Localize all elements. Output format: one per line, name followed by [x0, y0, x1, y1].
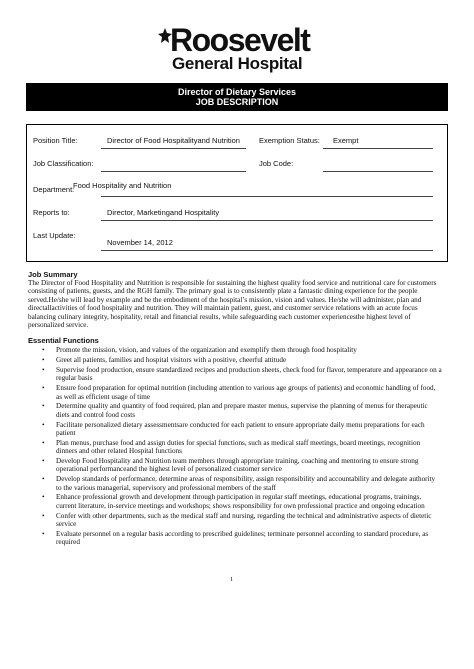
exemption-status-value: Exempt	[333, 136, 359, 145]
department-line	[101, 196, 433, 197]
job-summary-text: The Director of Food Hospitality and Nutrition is responsible for sustaining the highest quality food service and nutritional care for customers consisting of patients, guests, and the RGH family. The primary goal is to consistently plate a fantastic dining experience for the people served.He/she will lead by example and be the embodiment of the hospital’s mission, vision and values. He/she will administer, plan and directallactivities of food hospitality and nutrition. They will maintain patient, guest, and customer service relations with an acute focus balancing culinary integrity, hospitality, retail and financial results, while safeguarding each customer experiencesthe highest level of personalized service.	[28, 279, 437, 330]
department-label: Department:	[33, 185, 75, 194]
essential-functions-heading: Essential Functions	[28, 336, 99, 346]
list-item: • Supervise food production, ensure standardized recipes and production sheets, check food for flavor, temperature and appearance on a regular basis	[56, 366, 442, 383]
list-item: • Ensure food preparation for optimal nutrition (including attention to various age groups of patients) and economic handling of food, as well as efficient usage of time	[56, 384, 442, 401]
reports-to-line	[101, 220, 433, 221]
last-update-value: November 14, 2012	[107, 238, 173, 247]
page-number: 1	[230, 576, 234, 583]
list-item: • Develop standards of performance, determine areas of responsibility, assign responsibility and accountability and delegate authority to the various managerial, supervisory and professional members of the staff	[56, 475, 442, 492]
list-item: • Greet all patients, families and hospital visitors with a positive, cheerful attitude	[56, 356, 442, 364]
document-title: Director of Dietary Services	[177, 87, 297, 97]
exemption-status-label: Exemption Status:	[259, 136, 320, 145]
exemption-status-line	[323, 148, 433, 149]
last-update-label: Last Update:	[33, 231, 76, 240]
document-body	[28, 270, 442, 548]
hospital-logo	[158, 24, 323, 76]
list-item: • Plan menus, purchase food and assign duties for special functions, such as medical staff meetings, board meetings, recognition dinners and other related Hospital functions	[56, 439, 442, 456]
position-title-line	[101, 148, 246, 149]
logo-name: Roosevelt	[170, 22, 310, 58]
list-item: • Determine quality and quantity of food required, plan and prepare master menus, supervise the planning of menus for therapeutic diets and control food costs	[56, 402, 442, 419]
reports-to-value: Director, Marketingand Hospitality	[107, 208, 220, 217]
job-code-label: Job Code:	[259, 159, 294, 168]
list-item: • Evaluate personnel on a regular basis according to prescribed guidelines; terminate personnel according to standard procedure, as required	[56, 530, 442, 547]
list-item: • Confer with other departments, such as the medical staff and nursing, regarding the technical and administrative aspects of dietetic service	[56, 512, 442, 529]
department-value: Food Hospitality and Nutrition	[73, 181, 172, 190]
title-banner	[26, 83, 448, 111]
list-item: • Facilitate personalized dietary assessmentsare conducted for each patient to ensure appropriate daily menu preparations for each patient	[56, 421, 442, 438]
job-summary-heading: Job Summary	[28, 270, 78, 279]
list-item: • Enhance professional growth and development through participation in regular staff meetings, educational programs, trainings, current literature, in-service meetings and workshops; shows responsibility for own professional practice and ongoing education	[56, 493, 442, 510]
job-classification-label: Job Classification:	[33, 159, 94, 168]
job-code-line	[323, 171, 433, 172]
essential-functions-list	[28, 346, 442, 546]
document-subtitle: JOB DESCRIPTION	[195, 97, 279, 107]
list-item: • Develop Food Hospitality and Nutrition team members through appropriate training, coaching and mentoring to ensure strong operational performanceand the highest level of personalized customer service	[56, 457, 442, 474]
list-item: • Promote the mission, vision, and values of the organization and exemplify them through food hospitality	[56, 346, 442, 354]
job-classification-line	[101, 171, 246, 172]
logo-subname: General Hospital	[172, 54, 303, 73]
position-title-label: Position Title:	[33, 136, 78, 145]
position-title-value: Director of Food Hospitalityand Nutrition	[107, 136, 240, 145]
reports-to-label: Reports to:	[33, 208, 70, 217]
job-info-form	[26, 124, 448, 262]
last-update-line	[101, 250, 433, 251]
